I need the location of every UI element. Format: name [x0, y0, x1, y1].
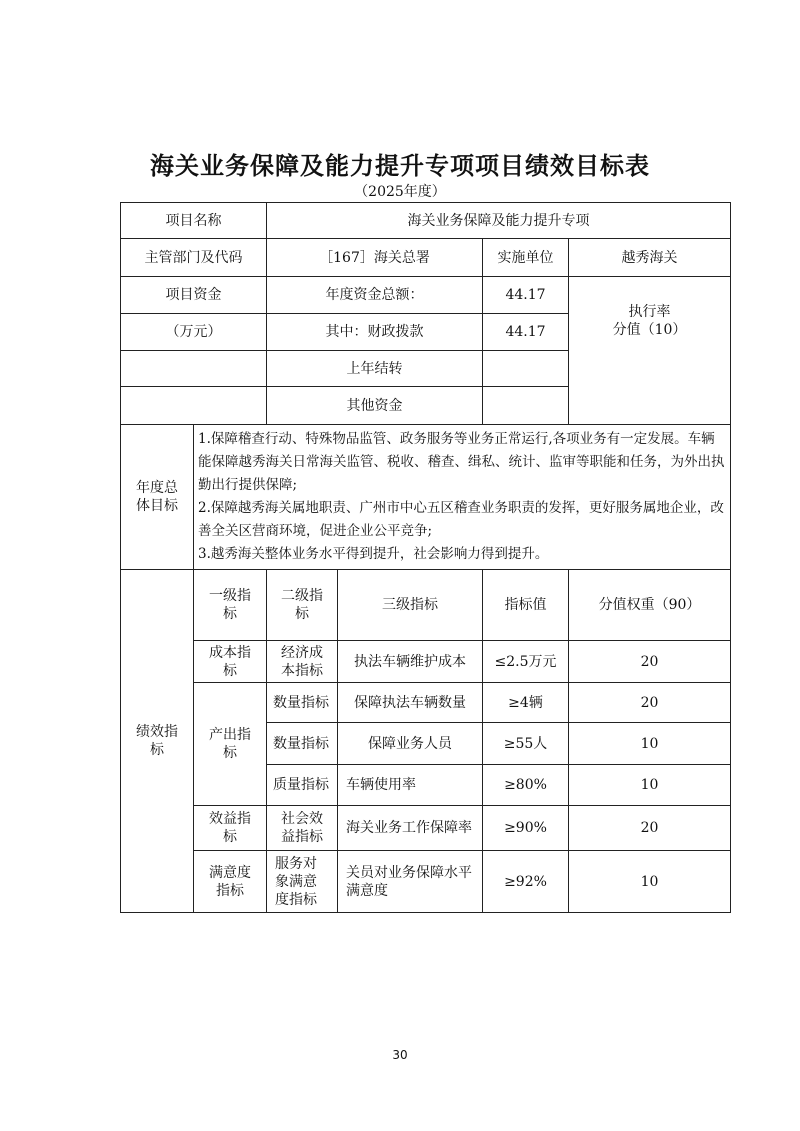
weight-cell: 20: [569, 683, 731, 723]
annual-goal-content: [194, 425, 731, 570]
goal-line-2: 2.保障越秀海关属地职责、广州市中心五区稽查业务职责的发挥，更好服务属地企业，改善全关区营商环境，促进企业公平竞争;: [198, 500, 724, 539]
page-number: 30: [392, 1048, 408, 1062]
level2-cell: 服务对象满意度指标: [267, 851, 338, 913]
performance-table: [120, 202, 731, 913]
level1-cell: 满意度指标: [194, 851, 267, 913]
funds-total-value: 44.17: [483, 277, 569, 314]
funds-other-label: 其他资金: [267, 387, 483, 425]
department-label: 主管部门及代码: [121, 239, 267, 277]
level3-cell: 保障执法车辆数量: [338, 683, 483, 723]
weight-cell: 10: [569, 765, 731, 806]
weight-cell: 10: [569, 723, 731, 765]
header-weight: 分值权重（90）: [569, 570, 731, 641]
level2-cell: 质量指标: [267, 765, 338, 806]
annual-goal-row: [121, 425, 731, 570]
year-subtitle: （2025年度）: [354, 184, 446, 200]
funds-other-value: [483, 387, 569, 425]
level3-cell: 海关业务工作保障率: [338, 806, 483, 851]
department-row: [121, 239, 731, 277]
level2-cell: 经济成本指标: [267, 641, 338, 683]
project-name-row: [121, 203, 731, 239]
weight-cell: 10: [569, 851, 731, 913]
unit-label: 实施单位: [483, 239, 569, 277]
value-cell: ≥80%: [483, 765, 569, 806]
weight-cell: 20: [569, 806, 731, 851]
value-cell: ≥90%: [483, 806, 569, 851]
header-level2: 二级指标: [267, 570, 338, 641]
exec-rate-score: 分值（10）: [612, 321, 687, 338]
page-title: 海关业务保障及能力提升专项项目绩效目标表: [150, 152, 650, 180]
value-cell: ≥4辆: [483, 683, 569, 723]
level3-cell: 执法车辆维护成本: [338, 641, 483, 683]
table-row: [121, 683, 731, 723]
level2-cell: 数量指标: [267, 683, 338, 723]
indicators-section-label: 绩效指标: [121, 570, 194, 913]
exec-rate-cell: [569, 277, 731, 425]
funds-total-label: 年度资金总额：: [267, 277, 483, 314]
table-row: [121, 851, 731, 913]
funds-carryover-label: 上年结转: [267, 351, 483, 387]
value-cell: ≥55人: [483, 723, 569, 765]
header-level1: 一级指标: [194, 570, 267, 641]
goal-line-3: 3.越秀海关整体业务水平得到提升，社会影响力得到提升。: [198, 546, 549, 562]
table-row: [121, 806, 731, 851]
funds-label: 项目资金: [121, 277, 267, 314]
value-cell: ≤2.5万元: [483, 641, 569, 683]
funds-total-row: [121, 277, 731, 314]
table-row: [121, 641, 731, 683]
level2-cell: 数量指标: [267, 723, 338, 765]
indicator-header-row: [121, 570, 731, 641]
unit-value: 越秀海关: [569, 239, 731, 277]
goal-line-1: 1.保障稽查行动、特殊物品监管、政务服务等业务正常运行,各项业务有一定发展。车辆能保障越秀海关日常海关监管、税收、稽查、缉私、统计、监审等职能和任务，为外出执勤出行提供保障;: [198, 431, 725, 493]
value-cell: ≥92%: [483, 851, 569, 913]
project-name-value: 海关业务保障及能力提升专项: [267, 203, 731, 239]
department-value: ［167］海关总署: [267, 239, 483, 277]
project-name-label: 项目名称: [121, 203, 267, 239]
exec-rate-label: 执行率: [628, 303, 671, 320]
funds-fiscal-label: 其中：财政拨款: [267, 314, 483, 351]
level1-cell: 效益指标: [194, 806, 267, 851]
funds-unit-label: （万元）: [121, 314, 267, 351]
level3-cell: 车辆使用率: [338, 765, 483, 806]
header-value: 指标值: [483, 570, 569, 641]
funds-carryover-value: [483, 351, 569, 387]
annual-goal-label: 年度总体目标: [121, 425, 194, 570]
level1-cell: 产出指标: [194, 683, 267, 806]
header-level3: 三级指标: [338, 570, 483, 641]
empty-cell: [121, 351, 267, 387]
weight-cell: 20: [569, 641, 731, 683]
performance-table-container: [120, 202, 730, 913]
level1-cell: 成本指标: [194, 641, 267, 683]
level3-cell: 关员对业务保障水平满意度: [338, 851, 483, 913]
funds-fiscal-value: 44.17: [483, 314, 569, 351]
level3-cell: 保障业务人员: [338, 723, 483, 765]
level2-cell: 社会效益指标: [267, 806, 338, 851]
empty-cell: [121, 387, 267, 425]
